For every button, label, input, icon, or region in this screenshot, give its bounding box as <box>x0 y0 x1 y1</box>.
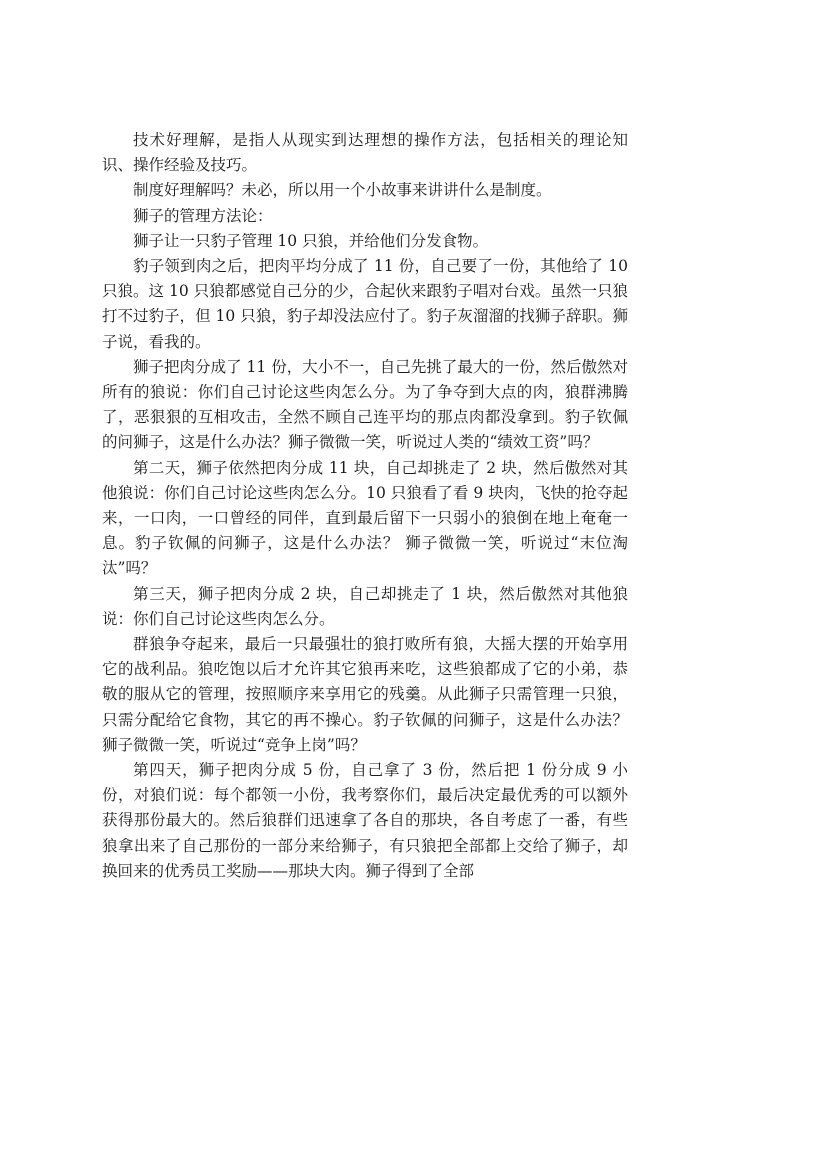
paragraph-10: 第四天，狮子把肉分成 5 份，自己拿了 3 份，然后把 1 份分成 9 小份，对狼们说：每个都领一小份，我考察你们，最后决定最优秀的可以额外获得那份最大的。然后狼群们迅速拿了各自的那块，各自考虑了一番，有些狼拿出来了自己那份的一部分来给狮子，有只狼把全部都上交给了狮子，却换回来的优秀员工奖励——那块大肉。狮子得到了全部 <box>102 761 628 880</box>
paragraph-7: 第二天，狮子依然把肉分成 11 块，自己却挑走了 2 块，然后傲然对其他狼说：你们自己讨论这些肉怎么分。10 只狼看了看 9 块肉，飞快的抢夺起来，一口肉，一口曾经的同伴，直到最后留下一只弱小的狼倒在地上奄奄一息。豹子钦佩的问狮子，这是什么办法？ 狮子微微一笑，听说过“末位淘汰”吗？ <box>102 458 628 578</box>
paragraph-6: 狮子把肉分成了 11 份，大小不一，自己先挑了最大的一份，然后傲然对所有的狼说：你们自己讨论这些肉怎么分。为了争夺到大点的肉，狼群沸腾了，恶狠狠的互相攻击，全然不顾自己连平均的那点肉都没拿到。豹子钦佩的问狮子，这是什么办法？狮子微微一笑，听说过人类的“绩效工资”吗？ <box>102 357 628 452</box>
paragraph-8: 第三天，狮子把肉分成 2 块，自己却挑走了 1 块，然后傲然对其他狼说：你们自己讨论这些肉怎么分。 <box>102 584 628 628</box>
paragraph-1: 技术好理解，是指人从现实到达理想的操作方法，包括相关的理论知识、操作经验及技巧。 <box>102 131 628 175</box>
paragraph-2: 制度好理解吗？未必，所以用一个小故事来讲讲什么是制度。 <box>133 181 552 200</box>
paragraph-9: 群狼争夺起来，最后一只最强壮的狼打败所有狼，大摇大摆的开始享用它的战利品。狼吃饱以后才允许其它狼再来吃，这些狼都成了它的小弟，恭敬的服从它的管理，按照顺序来享用它的残羹。从此狮子只需管理一只狼，只需分配给它食物，其它的再不操心。豹子钦佩的问狮子，这是什么办法？狮子微微一笑，听说过“竞争上岗”吗？ <box>102 635 628 754</box>
paragraph-5: 豹子领到肉之后，把肉平均分成了 11 份，自己要了一份，其他给了 10 只狼。这 10 只狼都感觉自己分的少，合起伙来跟豹子唱对台戏。虽然一只狼打不过豹子，但 10 只狼，豹子却没法应付了。豹子灰溜溜的找狮子辞职。狮子说，看我的。 <box>102 257 628 351</box>
paragraph-4: 狮子让一只豹子管理 10 只狼，并给他们分发食物。 <box>133 231 489 250</box>
paragraph-3: 狮子的管理方法论： <box>133 206 273 225</box>
document-body <box>102 128 628 884</box>
